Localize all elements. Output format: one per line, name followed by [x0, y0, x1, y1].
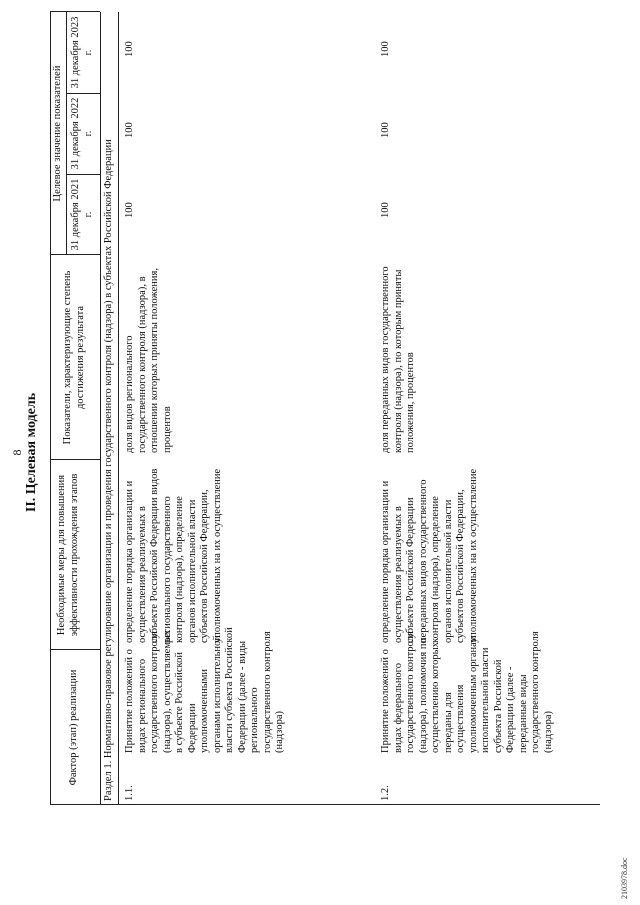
header-factor: Фактор (этап) реализации: [68, 669, 79, 786]
file-stamp: 2103978.doc: [620, 857, 629, 899]
row-value-2021: 100: [380, 202, 391, 218]
row-factor: Принятие положений о видах федерального государственного контроля (надзора), полномочия по осуществлению которых переданы для осуществления уполномоченным органам исполнительной власти субъекта Российской Федерации (далее - переданные виды государственного контроля (надзора): [380, 631, 554, 753]
row-value-2023: 100: [124, 41, 135, 57]
table-border-top: [50, 12, 51, 805]
header-year-2022: 31 декабря 2022 г.: [70, 97, 94, 170]
row-value-2021: 100: [124, 202, 135, 218]
header-measures: Необходимые меры для повышения эффективности прохождения этапов: [56, 473, 80, 637]
row-value-2022: 100: [380, 122, 391, 138]
page-number: 8: [10, 449, 24, 456]
header-indicators: Показатели, характеризующие степень достижения результата: [62, 270, 86, 445]
header-year-2021: 31 декабря 2021 г.: [70, 178, 94, 251]
row-number: 1.1.: [124, 785, 135, 801]
row-indicator: доля переданных видов государственного контроля (надзора), по которым приняты положения, процентов: [380, 266, 416, 453]
row-indicator: доля видов регионального государственного контроля (надзора), в отношении которых приняты положения, процентов: [124, 268, 173, 453]
table-border-left: [50, 804, 600, 805]
header-bottom-line: [100, 12, 101, 805]
header-target-values: Целевое значение показателей: [52, 65, 63, 202]
row-value-2023: 100: [380, 41, 391, 57]
target-subheader-line: [66, 12, 67, 255]
header-year-2023: 31 декабря 2023 г.: [70, 16, 94, 89]
row-value-2022: 100: [124, 122, 135, 138]
col-divider-year2: [66, 93, 100, 94]
row-number: 1.2.: [380, 785, 391, 801]
col-divider-year1: [66, 174, 100, 175]
section-title: II. Целевая модель: [24, 392, 39, 513]
section-heading: Раздел 1. Нормативно-правовое регулирование организации и проведения государственного контроля (надзора) в субъектах Российской Федерации: [103, 139, 114, 801]
row-factor: Принятие положений о видах регионального государственного контроля (надзора), осуществляемых в субъекте Российской Федерации уполномоченными органами исполнительной власти субъекта Российской Федерации (далее - виды регионального государственного контроля (надзора): [124, 627, 285, 753]
section-heading-line: [118, 12, 119, 805]
row-measures: определение порядка организации и осуществления реализуемых в субъекте Российской Федерации видов регионального государственного контроля (надзора), определение органов исполнительной власти субъектов Российской Федерации, уполномоченных на их осуществление: [124, 468, 223, 643]
col-divider-measures: [50, 459, 100, 460]
row-measures: определение порядка организации и осуществления реализуемых в субъекте Российской Федерации переданных видов государственного контроля (надзора), определение органов исполнительной власти субъектов Российской Федерации, уполномоченных на их осуществление: [380, 468, 479, 643]
